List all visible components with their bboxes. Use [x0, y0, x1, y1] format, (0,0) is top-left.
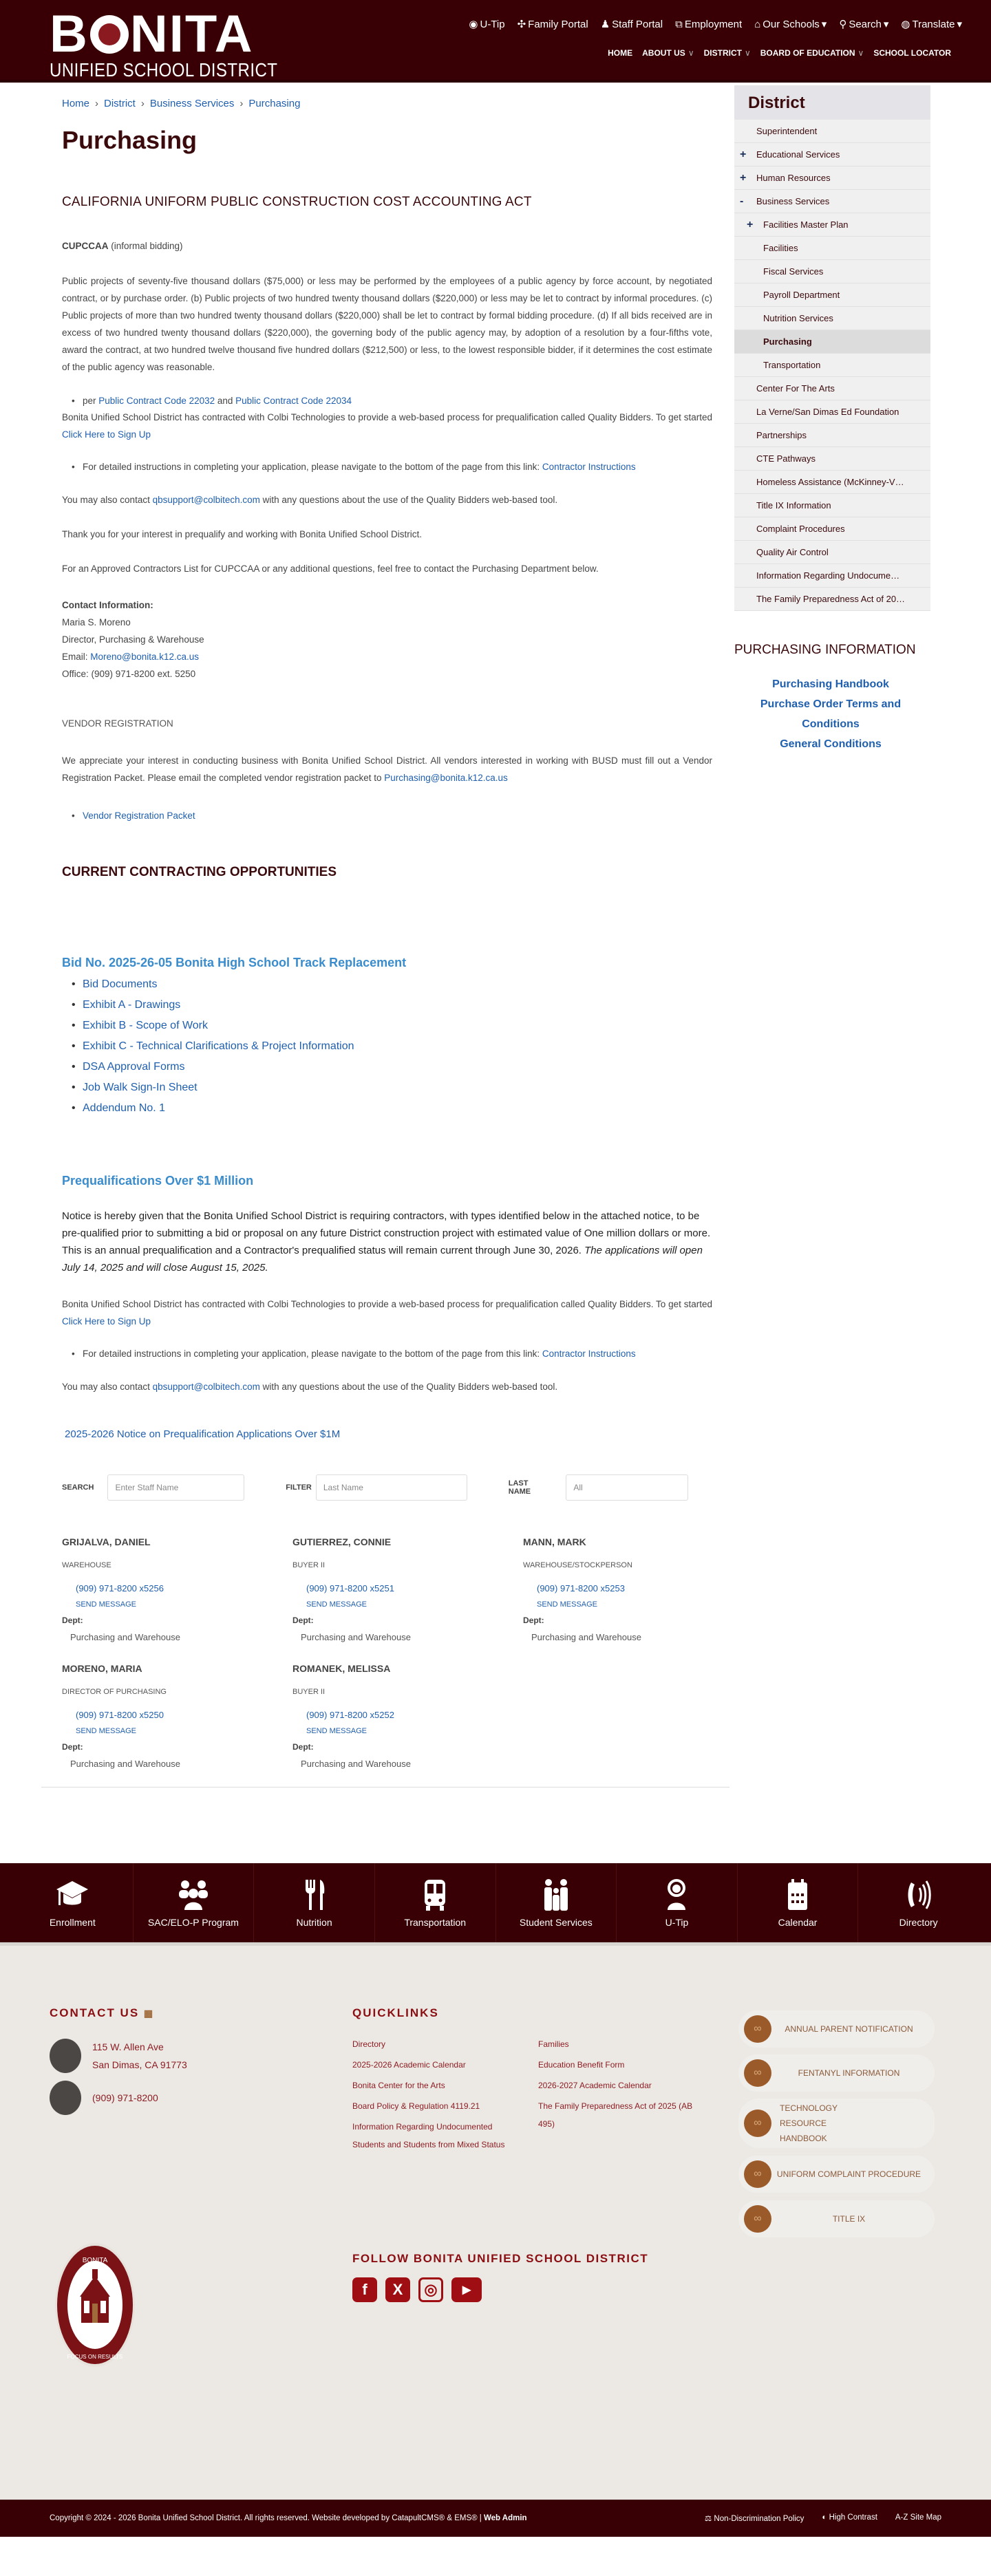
pill-fentanyl-information[interactable]: ∞ FENTANYL INFORMATION [738, 2054, 935, 2092]
district-logo[interactable] [50, 5, 278, 80]
prequal-sign-up-link[interactable]: Click Here to Sign Up [62, 1316, 151, 1327]
ql-undocumented-info[interactable]: Information Regarding Undocumented Students and Students from Mixed Status [352, 2122, 505, 2149]
graduation-cap-icon [55, 1878, 89, 1911]
headset-icon [659, 1878, 694, 1911]
ql-education-benefit[interactable]: Education Benefit Form [538, 2060, 625, 2070]
exhibit-b-link[interactable]: • Exhibit B - Scope of Work [62, 1016, 688, 1036]
group-icon [176, 1878, 211, 1911]
person-icon: ♟ [600, 19, 610, 30]
u-tip-icon: ◉ [469, 19, 478, 30]
pill-annual-parent-notification[interactable]: ∞ ANNUAL PARENT NOTIFICATION [738, 2010, 935, 2048]
prequal-instructions-item: • For detailed instructions in completing your application, please navigate to the bottom of the page from this link: Contractor Instructions [62, 1346, 688, 1362]
svg-text:FOCUS ON RESULTS: FOCUS ON RESULTS [67, 2354, 123, 2360]
sidebar-item-family-preparedness[interactable]: The Family Preparedness Act of 20… [734, 588, 930, 611]
expand-icon[interactable]: + [740, 171, 747, 184]
prequal-colbi-paragraph: Bonita Unified School District has contracted with Colbi Technologies to provide a web-based process for prequalification called Quality Bidders. To get started Click Here to Sign Up [62, 1299, 712, 1327]
site-map-link[interactable]: A-Z Site Map [895, 2513, 941, 2522]
dept-value: Purchasing and Warehouse [70, 1632, 180, 1642]
sidebar-item-human-resources[interactable]: + Human Resources [734, 167, 930, 190]
phone-icon [902, 1878, 936, 1911]
district-seal-logo [54, 2242, 136, 2369]
last-name-select[interactable]: All [566, 1474, 688, 1501]
thanks-paragraph: Thank you for your interest in prequalify and working with Bonita Unified School District. [62, 529, 422, 539]
sidebar-item-ed-foundation[interactable]: La Verne/San Dimas Ed Foundation [734, 400, 930, 424]
bus-icon [418, 1878, 452, 1911]
contract-code-item: • per Public Contract Code 22032 and Public Contract Code 22034 [62, 394, 688, 409]
non-discrimination-link[interactable]: ⚖ Non-Discrimination Policy [704, 2515, 804, 2523]
sidebar-item-complaint-procedures[interactable]: Complaint Procedures [734, 517, 930, 541]
contact-us-heading: CONTACT US ▦ [50, 2006, 155, 2019]
staff-card [292, 1663, 523, 1769]
send-message-link[interactable]: SEND MESSAGE [537, 1600, 598, 1609]
chevron-right-icon: › [95, 98, 99, 109]
ql-center-arts[interactable]: Bonita Center for the Arts [352, 2081, 445, 2090]
staff-name: GRIJALVA, DANIEL [62, 1536, 151, 1547]
filter-select[interactable]: Last Name [316, 1474, 467, 1501]
approved-list-paragraph: For an Approved Contractors List for CUPCCAA or any additional questions, feel free to contact the Purchasing Department below. [62, 564, 599, 574]
staff-card [62, 1536, 292, 1642]
sidebar-item-purchasing[interactable]: Purchasing [734, 330, 930, 354]
staff-name: MANN, MARK [523, 1536, 586, 1547]
send-message-link[interactable]: SEND MESSAGE [306, 1727, 367, 1735]
nav-board-of-education[interactable]: BOARD OF EDUCATION ∨ [760, 48, 864, 58]
staff-phone-link[interactable]: (909) 971-8200 x5251 [306, 1583, 394, 1593]
web-admin-link[interactable]: Web Admin [483, 2514, 527, 2522]
content-divider [41, 1787, 729, 1788]
expand-icon[interactable]: + [740, 148, 747, 160]
nav-about-us[interactable]: ABOUT US ∨ [642, 48, 694, 58]
dept-label: Dept: [62, 1616, 83, 1625]
send-message-link[interactable]: SEND MESSAGE [306, 1600, 367, 1609]
ql-family-preparedness[interactable]: The Family Preparedness Act of 2025 (AB 495) [538, 2101, 693, 2129]
quicklinks-heading: QUICKLINKS [352, 2006, 439, 2019]
nav-school-locator[interactable]: SCHOOL LOCATOR [873, 48, 951, 58]
expand-icon[interactable]: + [747, 218, 754, 230]
follow-heading: FOLLOW BONITA UNIFIED SCHOOL DISTRICT [352, 2252, 649, 2265]
cupccaa-label: CUPCCAA (informal bidding) [62, 241, 183, 251]
link-icon: ∞ [744, 2160, 771, 2188]
quicklinks-col-2 [538, 2035, 703, 2136]
sidebar-item-undocumented-info[interactable]: Information Regarding Undocume… [734, 564, 930, 588]
bottom-bar [0, 2500, 991, 2537]
high-contrast-toggle[interactable]: ◐ High Contrast [822, 2513, 877, 2522]
contact-information [62, 597, 688, 683]
iconbar-enrollment[interactable]: Enrollment [12, 1863, 134, 1942]
sidebar-item-educational-services[interactable]: + Educational Services [734, 143, 930, 167]
prequal-title: Prequalifications Over $1 Million [62, 1174, 254, 1188]
contact-email-link[interactable]: Moreno@bonita.k12.ca.us [90, 652, 200, 662]
search-icon: ⚲ [839, 19, 847, 30]
school-icon: ⌂ [754, 18, 761, 30]
logo-seal-icon [90, 15, 129, 54]
staff-phone-link[interactable]: (909) 971-8200 x5250 [76, 1710, 164, 1720]
staff-directory [62, 1536, 688, 1769]
dsa-forms-link[interactable]: • DSA Approval Forms [62, 1057, 688, 1077]
sidebar-item-partnerships[interactable]: Partnerships [734, 424, 930, 447]
utility-staff-portal[interactable]: ♟ Staff Portal [600, 18, 663, 30]
sidebar-item-superintendent[interactable]: Superintendent [734, 120, 930, 143]
bid-title: Bid No. 2025-26-05 Bonita High School Track Replacement [62, 956, 407, 969]
po-terms-link[interactable]: Purchase Order Terms and Conditions [760, 698, 902, 730]
footer-phone[interactable]: (909) 971-8200 [50, 2081, 158, 2115]
sidebar-item-quality-air[interactable]: Quality Air Control [734, 541, 930, 564]
prequal-contractor-instructions-link[interactable]: Contractor Instructions [542, 1349, 636, 1359]
vendor-registration-heading: VENDOR REGISTRATION [62, 718, 173, 729]
sidebar-item-center-for-arts[interactable]: Center For The Arts [734, 377, 930, 400]
sign-up-link[interactable]: Click Here to Sign Up [62, 429, 151, 440]
ql-board-policy[interactable]: Board Policy & Regulation 4119.21 [352, 2101, 480, 2111]
purchasing-email-link[interactable]: Purchasing@bonita.k12.ca.us [384, 773, 508, 783]
quicklinks-col-1 [352, 2035, 524, 2156]
footer-address[interactable]: 115 W. Allen Ave San Dimas, CA 91773 [50, 2038, 187, 2074]
chevron-down-icon: ∨ [744, 48, 751, 58]
instructions-item: • For detailed instructions in completing your application, please navigate to the bottom of the page from this link: Contractor Instructions [62, 460, 688, 475]
bid-documents-list [62, 974, 688, 1119]
filter-label: FILTER [286, 1483, 312, 1492]
staff-card [62, 1663, 292, 1769]
iconbar-transportation[interactable]: Transportation [375, 1863, 496, 1942]
location-icon [50, 2039, 81, 2073]
logo-subtitle: UNIFIED SCHOOL DISTRICT [50, 59, 278, 80]
dept-label: Dept: [292, 1742, 314, 1752]
qb-support-paragraph: You may also contact qbsupport@colbitech.com with any questions about the use of the Quality Bidders web-based tool. [62, 495, 558, 505]
site-footer [0, 1942, 991, 2500]
sidebar-item-nutrition[interactable]: Nutrition Services [734, 307, 930, 330]
staff-search-input[interactable]: Enter Staff Name [107, 1474, 244, 1501]
contract-code-22034-link[interactable]: Public Contract Code 22034 [235, 396, 352, 406]
staff-role: DIRECTOR OF PURCHASING [62, 1688, 167, 1696]
staff-name: ROMANEK, MELISSA [292, 1663, 391, 1674]
contact-email-row: Email: Moreno@bonita.k12.ca.us [62, 652, 200, 662]
ql-academic-calendar-2526[interactable]: 2025-2026 Academic Calendar [352, 2060, 466, 2070]
breadcrumb [62, 98, 688, 109]
bottom-links [705, 2513, 941, 2523]
family-icon [539, 1878, 573, 1911]
opportunities-heading: CURRENT CONTRACTING OPPORTUNITIES [62, 865, 337, 879]
addendum-link[interactable]: • Addendum No. 1 [62, 1098, 688, 1119]
social-links [352, 2277, 482, 2302]
breadcrumb-purchasing[interactable]: Purchasing [248, 98, 301, 109]
dept-label: Dept: [292, 1616, 314, 1625]
staff-phone-link[interactable]: (909) 971-8200 x5252 [306, 1710, 394, 1720]
dept-value: Purchasing and Warehouse [531, 1632, 641, 1642]
dept-value: Purchasing and Warehouse [301, 1632, 411, 1642]
utility-u-tip[interactable]: ◉ U-Tip [469, 18, 505, 30]
utility-translate[interactable]: ◍ Translate ▾ [901, 18, 962, 30]
dept-value: Purchasing and Warehouse [70, 1759, 180, 1769]
collapse-icon[interactable]: - [740, 195, 744, 207]
sidebar-item-business-services[interactable]: - Business Services [734, 190, 930, 213]
vendor-packet-link[interactable]: Vendor Registration Packet [83, 811, 195, 821]
iconbar-directory[interactable]: Directory [858, 1863, 979, 1942]
pill-uniform-complaint[interactable]: ∞ UNIFORM COMPLAINT PROCEDURE [738, 2156, 935, 2193]
prequal-qbsupport-link[interactable]: qbsupport@colbitech.com [152, 1382, 260, 1392]
map-icon[interactable]: ▦ [143, 2008, 155, 2019]
staff-name: MORENO, MARIA [62, 1663, 142, 1674]
general-conditions-link[interactable]: General Conditions [780, 738, 882, 750]
staff-role: BUYER II [292, 1561, 326, 1569]
send-message-link[interactable]: SEND MESSAGE [76, 1727, 137, 1735]
contract-code-22032-link[interactable]: Public Contract Code 22032 [98, 396, 215, 406]
job-walk-link[interactable]: • Job Walk Sign-In Sheet [62, 1077, 688, 1098]
last-name-label: LAST NAME [508, 1479, 531, 1496]
youtube-icon[interactable]: ▶ [451, 2277, 482, 2302]
prequal-notice: Notice is hereby given that the Bonita Unified School District is requiring contractors, with types identified below in the attached notice, to be pre-qualified prior to submitting a bid or proposal on any future District construction project with estimated value of One million dollars or more. This is an annual prequalification and a Contractor's prequalified status will remain current through June 30, 2026. The applications will open July 14, 2025 and will close August 15, 2025. [62, 1210, 711, 1274]
contact-name: Maria S. Moreno [62, 617, 131, 627]
nav-home[interactable]: HOME [608, 48, 633, 58]
dept-value: Purchasing and Warehouse [301, 1759, 411, 1769]
pill-title-ix[interactable]: ∞ TITLE IX [738, 2200, 935, 2237]
bid-documents-link[interactable]: • Bid Documents [62, 974, 688, 995]
iconbar-student-services[interactable]: Student Services [496, 1863, 617, 1942]
colbi-paragraph: Bonita Unified School District has contracted with Colbi Technologies to provide a web-based process for prequalification called Quality Bidders. To get started Click Here to Sign Up [62, 412, 712, 440]
vendor-packet-item [62, 808, 688, 824]
caret-down-icon: ▾ [957, 19, 962, 30]
cupccaa-body: Public projects of seventy-five thousand dollars ($75,000) or less may be performed by the employees of a public agency by force account, by negotiated contract, or by purchase order. (b) Public projects of two hundred twenty thousand dollars ($220,000) or less may be let to contract by informal procedures. (c) Public projects of more than two hundred twenty thousand dollars ($220,000) shall be let to contract by formal bidding procedure. (d) If all bids received are in excess of two hundred twenty thousand dollars ($220,000), the governing body of the public agency may, by adoption of a resolution by a four-fifths vote, award the contract, at two hundred twelve thousand five hundred dollars ($212,500) or less, to the lowest responsible bidder, if it determines the cost estimate of the public agency was reasonable. [62, 276, 712, 372]
chevron-down-icon: ∨ [857, 48, 864, 58]
contact-office: Office: (909) 971-8200 ext. 5250 [62, 669, 196, 679]
search-label: SEARCH [62, 1483, 94, 1492]
vendor-paragraph: We appreciate your interest in conducting business with Bonita Unified School District. All vendors interested in working with BUSD must fill out a Vendor Registration Packet. Please email the completed vendor registration packet to Purchasing@bonita.k12.ca.us [62, 755, 712, 783]
sidebar-item-fiscal-services[interactable]: Fiscal Services [734, 260, 930, 283]
caret-down-icon: ▾ [821, 19, 827, 30]
phone-circle-icon [50, 2081, 81, 2115]
pill-technology-handbook[interactable]: ∞ TECHNOLOGY RESOURCE HANDBOOK [738, 2099, 935, 2148]
iconbar-u-tip[interactable]: U-Tip [617, 1863, 738, 1942]
link-icon: ∞ [744, 2205, 771, 2233]
sidebar-item-title-ix[interactable]: Title IX Information [734, 494, 930, 517]
exhibit-c-link[interactable]: • Exhibit C - Technical Clarifications & Project Information [62, 1036, 688, 1057]
breadcrumb-home[interactable]: Home [62, 98, 90, 109]
contact-title: Director, Purchasing & Warehouse [62, 634, 204, 645]
contrast-icon: ◐ [822, 2513, 829, 2522]
staff-card [523, 1536, 729, 1642]
iconbar-nutrition[interactable]: Nutrition [254, 1863, 375, 1942]
sidebar-item-homeless-assistance[interactable]: Homeless Assistance (McKinney-V… [734, 471, 930, 494]
external-link-icon: ⧉ [675, 18, 683, 30]
caret-down-icon: ▾ [883, 19, 889, 30]
qbsupport-email-link[interactable]: qbsupport@colbitech.com [152, 495, 260, 505]
page-title: Purchasing [62, 126, 198, 154]
staff-role: WAREHOUSE [62, 1561, 111, 1569]
utility-family-portal[interactable]: ✣ Family Portal [517, 18, 588, 30]
iconbar-sac-elo[interactable]: SAC/ELO-P Program [134, 1863, 255, 1942]
staff-name: GUTIERREZ, CONNIE [292, 1536, 392, 1547]
dept-label: Dept: [523, 1616, 544, 1625]
cupccaa-title: CALIFORNIA UNIFORM PUBLIC CONSTRUCTION COST ACCOUNTING ACT [62, 195, 532, 209]
link-icon: ∞ [744, 2059, 771, 2087]
family-icon: ✣ [517, 19, 526, 30]
breadcrumb-business-services[interactable]: Business Services [149, 98, 235, 109]
send-message-link[interactable]: SEND MESSAGE [76, 1600, 137, 1609]
link-icon: ∞ [744, 2110, 771, 2137]
ql-families[interactable]: Families [538, 2039, 569, 2049]
svg-text:BONITA: BONITA [82, 2257, 108, 2264]
instagram-icon[interactable]: ◎ [418, 2277, 443, 2302]
purchasing-info-links [734, 674, 927, 754]
staff-phone-link[interactable]: (909) 971-8200 x5256 [76, 1583, 164, 1593]
main-nav [608, 48, 951, 58]
chevron-down-icon: ∨ [688, 48, 694, 58]
x-icon[interactable]: X [385, 2277, 410, 2302]
facebook-icon[interactable]: f [352, 2277, 377, 2302]
prequal-support-paragraph: You may also contact qbsupport@colbitech.com with any questions about the use of the Quality Bidders web-based tool. [62, 1382, 558, 1392]
quick-icon-bar [0, 1863, 991, 1942]
sidebar-title: District [734, 85, 930, 120]
ql-directory[interactable]: Directory [352, 2039, 386, 2049]
link-icon: ∞ [744, 2015, 771, 2043]
staff-card [292, 1536, 523, 1642]
logo-wordmark: B NITA [50, 5, 254, 63]
dept-label: Dept: [62, 1742, 83, 1752]
copyright-text: Copyright © 2024 - 2026 Bonita Unified School District. All rights reserved. Website developed by CatapultCMS® & EMS® | Web Admin [50, 2514, 527, 2522]
scale-icon: ⚖ [704, 2515, 714, 2523]
nav-district[interactable]: DISTRICT ∨ [703, 48, 751, 58]
sidebar-item-payroll[interactable]: Payroll Department [734, 283, 930, 307]
sidebar-item-facilities[interactable]: Facilities [734, 237, 930, 260]
sidebar-item-transportation[interactable]: Transportation [734, 354, 930, 377]
purchasing-info-title: PURCHASING INFORMATION [734, 643, 916, 657]
breadcrumb-district[interactable]: District [104, 98, 136, 109]
staff-role: WAREHOUSE/STOCKPERSON [523, 1561, 632, 1569]
staff-phone-link[interactable]: (909) 971-8200 x5253 [537, 1583, 625, 1593]
prequal-notice-link[interactable]: 2025-2026 Notice on Prequalification Applications Over $1M [65, 1428, 341, 1440]
contact-heading: Contact Information: [62, 600, 153, 610]
site-header [0, 0, 991, 83]
main-content [0, 83, 712, 1769]
chevron-right-icon: › [239, 98, 244, 109]
ql-academic-calendar-2627[interactable]: 2026-2027 Academic Calendar [538, 2081, 652, 2090]
contractor-instructions-link[interactable]: Contractor Instructions [542, 462, 636, 472]
page-body [0, 83, 991, 1769]
utility-search[interactable]: ⚲ Search ▾ [839, 18, 889, 30]
staff-role: BUYER II [292, 1688, 326, 1696]
staff-filters [62, 1474, 688, 1501]
utensils-icon [297, 1878, 332, 1911]
utility-employment[interactable]: ⧉ Employment [675, 18, 743, 30]
purchasing-handbook-link[interactable]: Purchasing Handbook [772, 678, 889, 690]
chevron-right-icon: › [140, 98, 145, 109]
exhibit-a-link[interactable]: • Exhibit A - Drawings [62, 995, 688, 1016]
calendar-icon [780, 1878, 815, 1911]
globe-icon: ◍ [901, 19, 910, 30]
utility-our-schools[interactable]: ⌂ Our Schools ▾ [754, 18, 827, 30]
sidebar [734, 85, 930, 1769]
sidebar-item-cte-pathways[interactable]: CTE Pathways [734, 447, 930, 471]
iconbar-calendar[interactable]: Calendar [738, 1863, 859, 1942]
utility-nav [469, 18, 962, 30]
sidebar-item-facilities-master-plan[interactable]: + Facilities Master Plan [734, 213, 930, 237]
